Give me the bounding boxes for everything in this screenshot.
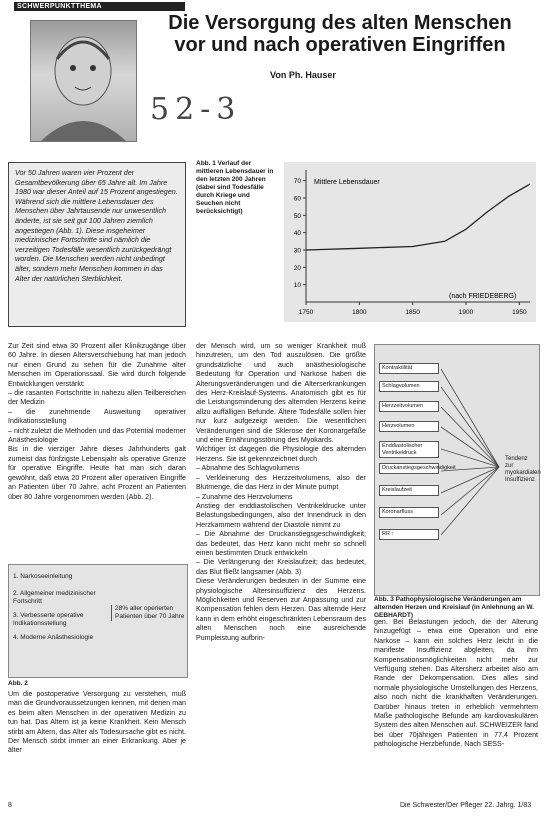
x-tick-label: 1950 [512,309,527,316]
fig3-box: RR ↑ [379,529,439,540]
x-tick-label: 1900 [458,309,474,316]
y-tick-label: 60 [293,195,301,203]
page-number: 8 [8,802,12,809]
fig3-box: Kreislaufzeit [379,485,439,496]
fig1-chart [284,162,536,322]
column-3: gen. Bei Belastungen jedoch, die der Alterung hinzugefügt – etwa eine Operation und eine Narkose – kann ein solches Herz leicht in die manifeste Insuffizienz abgleiten, da ihm Kompensationsmöglichkeiten nicht mehr zur Verfügung stehen. Das Altersherz arbeitet also am Rande der Dekompensation. Dies alles sind normale physiologische Umstellungen des Herzens, also noch nicht die krankhaften Veränderungen. Darüber hinaus treten in erheblich vermehrtem Maße pathologische Befunde am kardiovaskulären System des alten Menschen auf. SCHWEIZER fand bei über 70jährigen Patienten in 77,4 Prozent pathologische Herzbefunde. Nach SESS- [374,618,538,749]
col2-list: – Abnahme des Schlagvolumens – Verkleinerung des Herzzeitvolumens, also der Blutmenge, die das Herz in der Minute pumpt – Zunahme des Herzvolumens Anstieg der enddiastolischen Ventrikeldrucke unter Belastungsbedingungen, also der Innendruck in den Herzkammern während der Diastole nimmt zu – Die Abnahme der Druckanstiegsgeschwindigkeit; das bedeutet, das Herz kann nicht mehr so schnell einen bestimmten Druck entwickeln – Die Verlängerung der Kreislaufzeit; das bedeutet, das Blut fließt langsamer (Abb. 3) [196,464,366,576]
fig3-right-label: Tendenz zur myokardialen Insuffizienz [505,456,541,483]
y-tick-label: 30 [293,247,301,255]
fig2-caption: Abb. 2 [8,680,28,687]
fig3 [374,344,540,596]
col1-p5: Bis in die vierziger Jahre dieses Jahrhunderts galt zumeist das fünfzigste Lebensjahr als operative Grenze für operative Eingriffe. Heute hat man sich daran gewöhnt, daß etwa 20 Prozent aller operativen Eingriffe an Patienten über 70 Jahre, acht Prozent an Patienten über 80 Jahre vorgenommen werden (Abb. 2). [8,445,186,501]
handwritten-note: 52-3 [150,92,242,127]
intro-box: Vor 50 Jahren waren vier Prozent der Gesamtbevölkerung über 65 Jahre alt. Im Jahre 1980 war dieser Anteil auf 15 Prozent angestiegen. Während sich die mittlere Lebensdauer des Menschen über Jahrtausende nur unwesentlich änderte, ist sie seit gut 100 Jahren ziemlich angestiegen (Abb. 1). Diese insgeheimer medizinischer Fortschritte sind nämlich die verzeitigen Todesfälle wesentlich zurückgedrängt worden. Die Menschen werden nicht unbedingt älter, sondern mehr Menschen kommen in das Alter der natürlichen Sterblichkeit. [8,162,186,327]
fig3-box: Schlagvolumen [379,381,439,392]
col1-p1: Zur Zeit sind etwa 30 Prozent aller Klinikzugänge über 60 Jahre. In diesen Altersverschiebung hat man jedoch nur einen Grund zu sehen für die Zunahme alter Menschen im Operationssaal. Sie wird durch folgende Entwicklungen verstärkt: [8,342,186,388]
col1-p4: – nicht zuletzt die Methoden und das Potential moderner Anästhesiologie [8,426,186,445]
col2-p4: Diese Veränderungen bedeuten in der Summe eine physiologische Altersinsuffizienz des Herzens. Möglichkeiten und Reserven zur Anpassung und zur Kompensation fehlen dem Herzen. Das alternde Herz kann in dem erhöht eingeschränkten Lebensraum des alten Menschen noch eine ausreichende Pumpleistung aufbrin- [196,577,366,642]
col2-p2: Wichtiger ist dagegen die Physiologie des alternden Herzens. Sie ist gekennzeichnet durch [196,445,366,463]
fig2-item: 4. Moderne Anästhesiologie [13,634,94,641]
chart-source: (nach FRIEDEBERG) [449,293,517,300]
x-tick-label: 1800 [352,309,367,316]
title-line-2: vor und nach operativen Eingriffen [174,34,506,56]
fig3-box: Enddiastolischer Ventrikeldruck [379,441,439,458]
fig2-item: 3. Verbesserte operative Indikationsstellung [13,612,84,627]
title-line-1: Die Versorgung des alten Menschen [168,12,512,34]
fig2-item: 1. Narkoseeinleitung [13,573,73,580]
x-tick-label: 1750 [298,309,314,316]
y-tick-label: 40 [293,230,301,238]
fig3-box: Druckanstiegsgeschwindigkeit [379,463,439,474]
y-tick-label: 70 [293,178,301,186]
col2-p1: der Mensch wird, um so weniger Krankheit muß hinzutreten, um den Tod auszulösen. Die größte grundsätzliche und auch anästhesiologische Bedeutung für Operation und Narkose haben die Alterungsveränderungen und die Alterserkrankungen des Herz-Kreislauf-Systems. Anatomisch gibt es für die Leistungsminderung des alternden Herzens keine allzu auffälligen Befunde. Ältere Todesfälle sollen hier nur kurz aufgezeigt werden. Die wesentlichen Veränderungen sind die Sklerose der Koronargefäße und eine Ernährungsstörung des Myokards. [196,342,366,445]
article-title [140,12,540,56]
x-tick-label: 1850 [405,309,420,316]
fig3-box: Herzzeitvolumen [379,401,439,412]
fig3-box: Herzvolumen [379,421,439,432]
col1-bottom: Um die postoperative Versorgung zu verstehen, muß man die Grundvoraussetzungen kennen, mit denen man es beim alten Menschen in der operativen Medizin zu tun hat. Das Altern ist ja keine Krankheit. Kein Mensch stirbt am Altern, das Alter als Todesursache gibt es nicht. Der Mensch stirbt immer an einer Erkrankung. Aber je älter [8,690,186,755]
section-tag: SCHWERPUNKTTHEMA [14,2,185,11]
fig3-arrows [441,363,501,543]
column-1 [8,342,186,502]
series-label: Mittlere Lebensdauer [314,179,380,186]
y-tick-label: 20 [293,264,301,272]
portrait-image [31,21,136,141]
byline: Von Ph. Hauser [270,70,336,80]
fig2-note: 28% aller operierten Patienten über 70 Jahre [111,605,185,621]
col1-p3: – die zunehmende Ausweitung operativer Indikationsstellung [8,407,186,426]
column-2 [196,342,366,643]
fig3-caption: Abb. 3 Pathophysiologische Veränderungen am alternden Herzen und Kreislauf (in Anlehnung an W. GEBHARDT) [374,596,535,619]
fig3-box: Kontraktilität [379,363,439,374]
footer-journal: Die Schwester/Der Pfleger 22. Jahrg. 1/83 [400,802,532,809]
col1-p2: – die rasanten Fortschritte in nahezu allen Teilbereichen der Medizin [8,389,186,407]
fig3-box: Koronarfluss [379,507,439,518]
fig1-caption: Abb. 1 Verlauf der mittleren Lebensdauer in den letzten 200 Jahren (dabei sind Todesfälle durch Kriege und Seuchen nicht berücksichtigt) [196,160,274,215]
fig2 [8,564,188,678]
y-tick-label: 10 [293,282,301,290]
y-tick-label: 50 [293,212,301,220]
author-photo [30,20,137,142]
fig2-items [13,573,109,642]
fig2-item: 2. Allgemeiner medizinischer Fortschritt [13,590,96,605]
